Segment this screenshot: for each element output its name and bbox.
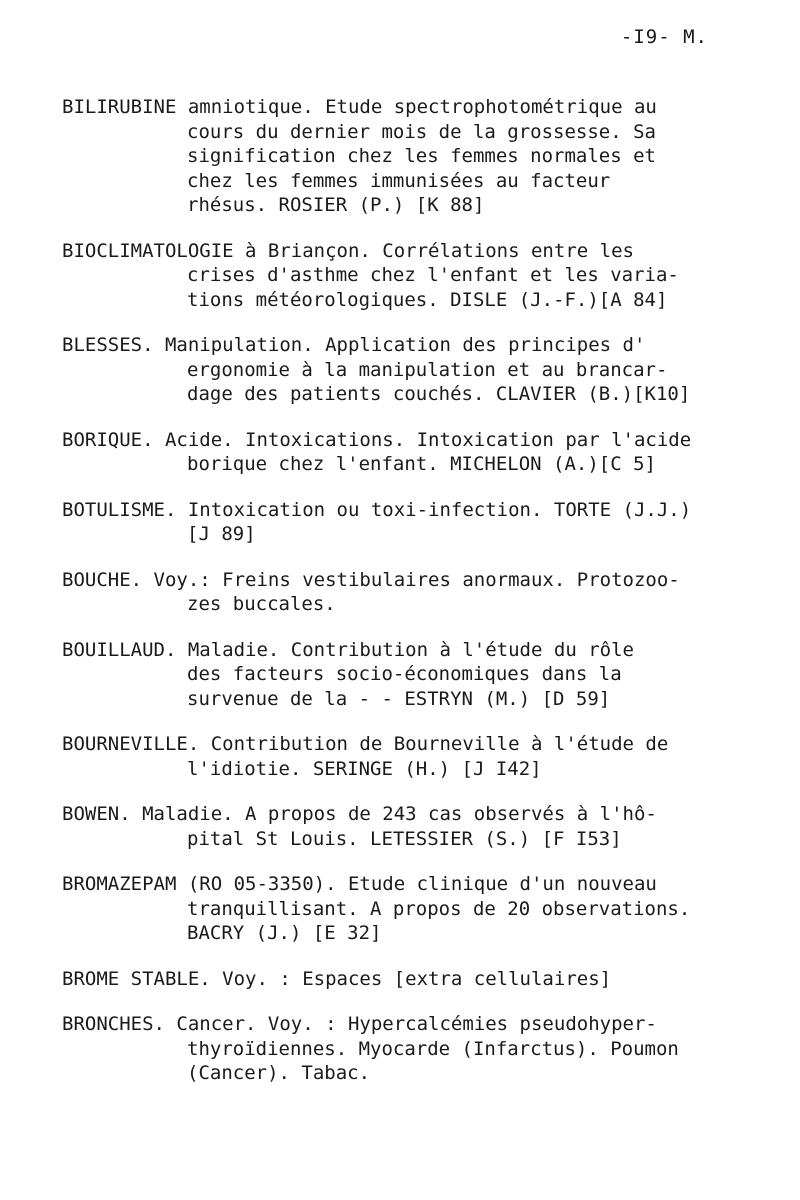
entry-continuation-line: l'idiotie. SERINGE (H.) [J I42] bbox=[187, 757, 542, 780]
entry-continuation-line: (Cancer). Tabac. bbox=[187, 1062, 371, 1084]
entry-heading-line: BRONCHES. Cancer. Voy. : Hypercalcémies pseudohyper- bbox=[62, 1013, 657, 1035]
index-entry bbox=[62, 872, 752, 946]
entry-continuation-line: chez les femmes immunisées au facteur bbox=[187, 169, 611, 192]
entry-continuation-line: thyroïdiennes. Myocarde (Infarctus). Poumon bbox=[187, 1037, 679, 1060]
entry-continuation-line: signification chez les femmes normales et bbox=[187, 145, 656, 167]
entry-heading-line: BROME STABLE. Voy. : Espaces [extra cellulaires] bbox=[62, 967, 612, 990]
index-entry bbox=[62, 95, 752, 218]
entry-continuation-line: rhésus. ROSIER (P.) [K 88] bbox=[187, 194, 485, 216]
index-entry bbox=[62, 1012, 752, 1086]
entry-heading-line: BOUILLAUD. Maladie. Contribution à l'étude du rôle bbox=[62, 638, 634, 661]
page-number: -I9- M. bbox=[620, 26, 708, 48]
entry-continuation-line: cours du dernier mois de la grossesse. Sa bbox=[187, 120, 656, 143]
entry-heading-line: BIOCLIMATOLOGIE à Briançon. Corrélations entre les bbox=[62, 239, 634, 262]
entry-continuation-line: survenue de la - - ESTRYN (M.) [D 59] bbox=[187, 687, 611, 710]
index-entry bbox=[62, 638, 752, 712]
entry-heading-line: BORIQUE. Acide. Intoxications. Intoxication par l'acide bbox=[62, 428, 692, 451]
entry-continuation-line: ergonomie à la manipulation et au brancar- bbox=[187, 358, 668, 381]
entry-continuation-line: crises d'asthme chez l'enfant et les varia- bbox=[187, 264, 679, 286]
entry-continuation-line: BACRY (J.) [E 32] bbox=[187, 922, 382, 944]
index-entry bbox=[62, 239, 752, 313]
index-entry bbox=[62, 802, 752, 851]
index-entries bbox=[62, 95, 752, 1107]
entry-continuation-line: borique chez l'enfant. MICHELON (A.)[C 5] bbox=[187, 453, 656, 475]
entry-heading-line: BOWEN. Maladie. A propos de 243 cas observés à l'hô- bbox=[62, 803, 657, 825]
entry-continuation-line: zes buccales. bbox=[187, 593, 336, 615]
entry-continuation-line: tranquillisant. A propos de 20 observations. bbox=[187, 897, 691, 920]
index-entry bbox=[62, 498, 752, 547]
entry-heading-line: BLESSES. Manipulation. Application des principes d' bbox=[62, 334, 646, 356]
index-entry bbox=[62, 967, 752, 992]
entry-heading-line: BOURNEVILLE. Contribution de Bourneville à l'étude de bbox=[62, 733, 669, 755]
index-entry bbox=[62, 732, 752, 781]
index-entry bbox=[62, 333, 752, 407]
entry-heading-line: BILIRUBINE amniotique. Etude spectrophotométrique au bbox=[62, 96, 657, 118]
entry-continuation-line: des facteurs socio-économiques dans la bbox=[187, 663, 622, 685]
entry-continuation-line: pital St Louis. LETESSIER (S.) [F I53] bbox=[187, 827, 622, 850]
index-entry bbox=[62, 568, 752, 617]
entry-heading-line: BROMAZEPAM (RO 05-3350). Etude clinique d'un nouveau bbox=[62, 873, 657, 895]
entry-heading-line: BOTULISME. Intoxication ou toxi-infection. TORTE (J.J.) bbox=[62, 498, 692, 521]
entry-continuation-line: [J 89] bbox=[187, 523, 256, 545]
entry-heading-line: BOUCHE. Voy.: Freins vestibulaires anormaux. Protozoo- bbox=[62, 568, 680, 591]
entry-continuation-line: tions météorologiques. DISLE (J.-F.)[A 84] bbox=[187, 288, 668, 311]
entry-continuation-line: dage des patients couchés. CLAVIER (B.)[K10] bbox=[187, 383, 691, 405]
index-entry bbox=[62, 428, 752, 477]
